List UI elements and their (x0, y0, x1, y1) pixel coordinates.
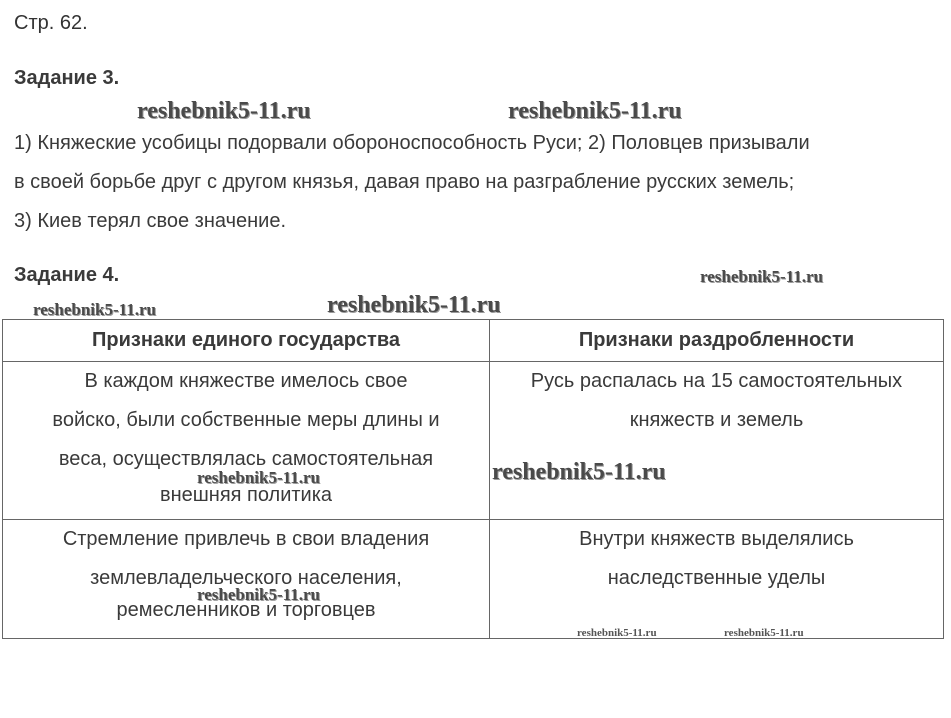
cell-line: ремесленников и торговцев (116, 599, 376, 621)
task-3-title: Задание 3. (14, 67, 120, 89)
table-cell (490, 520, 944, 639)
comparison-table (2, 319, 944, 639)
watermark: reshebnik5-11.ru (577, 627, 657, 639)
table-cell (490, 362, 944, 520)
watermark: reshebnik5-11.ru (724, 627, 804, 639)
cell-line: В каждом княжестве имелось свое (84, 370, 408, 392)
watermark: reshebnik5-11.ru (327, 292, 501, 318)
answer-line: 3) Киев терял свое значение. (14, 210, 287, 232)
cell-line: внешняя политика (159, 484, 333, 506)
cell-line: княжеств и земель (629, 409, 804, 431)
column-header-fragmentation: Признаки раздробленности (490, 320, 944, 362)
task-4-title: Задание 4. (14, 264, 120, 286)
cell-line: наследственные уделы (607, 567, 826, 589)
cell-line: землевладельческого населения, (90, 567, 402, 589)
watermark: reshebnik5-11.ru (197, 468, 320, 487)
watermark: reshebnik5-11.ru (492, 459, 666, 485)
watermark: reshebnik5-11.ru (700, 267, 823, 286)
answer-line: в своей борьбе друг с другом князья, давая право на разграбление русских земель; (14, 171, 795, 193)
cell-line: веса, осуществлялась самостоятельная (58, 448, 434, 470)
table-header-row (3, 320, 944, 362)
table-cell (3, 362, 490, 520)
watermark: reshebnik5-11.ru (137, 98, 311, 124)
table-row (3, 362, 944, 520)
column-header-unified: Признаки единого государства (3, 320, 490, 362)
page-number: Стр. 62. (14, 12, 88, 34)
watermark: reshebnik5-11.ru (508, 98, 682, 124)
cell-line: Внутри княжеств выделялись (579, 528, 854, 550)
watermark: reshebnik5-11.ru (33, 300, 156, 319)
task-3-answer (14, 124, 944, 241)
watermark: reshebnik5-11.ru (197, 585, 320, 604)
cell-line: войско, были собственные меры длины и (52, 409, 440, 431)
cell-line: Русь распалась на 15 самостоятельных (530, 370, 903, 392)
answer-line: 1) Княжеские усобицы подорвали обороноспособность Руси; 2) Половцев призывали (14, 132, 810, 154)
table-cell (3, 520, 490, 639)
table-row (3, 520, 944, 639)
cell-line: Стремление привлечь в свои владения (62, 528, 430, 550)
